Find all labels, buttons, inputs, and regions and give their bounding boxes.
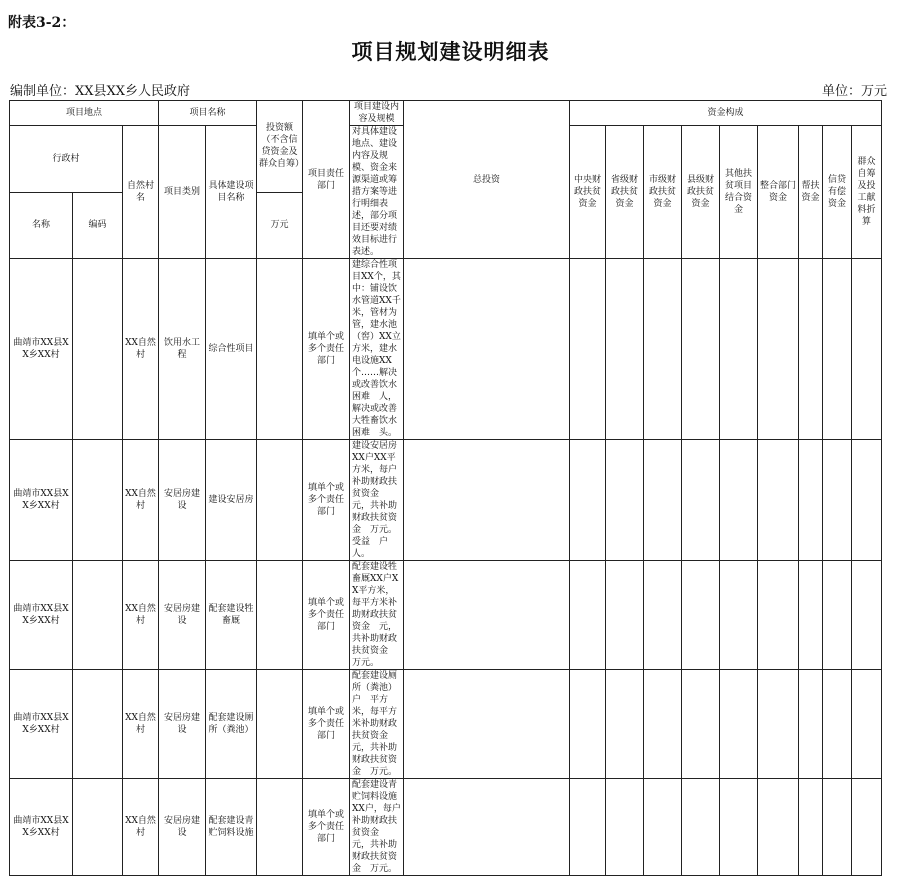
cell-name: 曲靖市XX县XX乡XX村 bbox=[10, 779, 73, 876]
cell-fund bbox=[823, 259, 852, 440]
cell-dept: 填单个或多个责任部门 bbox=[303, 440, 350, 561]
cell-code bbox=[73, 670, 123, 779]
cell-dept: 填单个或多个责任部门 bbox=[303, 670, 350, 779]
cell-fund bbox=[570, 670, 606, 779]
cell-fund bbox=[606, 561, 644, 670]
project-detail-table bbox=[9, 100, 917, 876]
cell-dept: 填单个或多个责任部门 bbox=[303, 561, 350, 670]
compiling-unit: 编制单位：XX县XX乡人民政府 bbox=[10, 84, 191, 99]
cell-fund bbox=[823, 670, 852, 779]
cell-fund bbox=[570, 440, 606, 561]
cell-fund bbox=[852, 670, 882, 779]
cell-content: 配套建设牲畜厩XX户XX平方米，每平方米补助财政扶贫资金 元，共补助财政扶贫资金 万元。 bbox=[350, 561, 404, 670]
header-row-1 bbox=[10, 101, 917, 126]
cell-project-type: 安居房建设 bbox=[159, 779, 206, 876]
cell-code bbox=[73, 440, 123, 561]
cell-natural-village: XX自然村 bbox=[123, 259, 159, 440]
col-specific-name: 具体建设项目名称 bbox=[206, 126, 257, 259]
cell-fund bbox=[852, 779, 882, 876]
cell-fund bbox=[570, 259, 606, 440]
page-title: 项目规划建设明细表 bbox=[351, 39, 550, 64]
cell-fund bbox=[720, 561, 758, 670]
cell-total bbox=[404, 779, 570, 876]
cell-specific-name: 配套建设厕所（粪池） bbox=[206, 670, 257, 779]
col-fund-central: 中央财政扶贫资金 bbox=[570, 126, 606, 259]
cell-fund bbox=[799, 670, 823, 779]
col-fund-integrated: 整合部门资金 bbox=[758, 126, 799, 259]
col-investment-unit: 万元 bbox=[257, 192, 303, 259]
col-fund-other: 其他扶贫项目结合资金 bbox=[720, 126, 758, 259]
col-project-location: 项目地点 bbox=[10, 101, 159, 126]
cell-investment bbox=[257, 259, 303, 440]
cell-fund bbox=[606, 670, 644, 779]
cell-fund bbox=[570, 561, 606, 670]
cell-total bbox=[404, 670, 570, 779]
table-row bbox=[10, 259, 917, 440]
cell-investment bbox=[257, 440, 303, 561]
cell-content: 配套建设厕所（粪池） 户 平方米，每平方米补助财政扶贫资金 元，共补助财政扶贫资金 万元。 bbox=[350, 670, 404, 779]
col-fund-self: 群众自筹及投工献料折算 bbox=[852, 126, 882, 259]
cell-code bbox=[73, 779, 123, 876]
cell-dept: 填单个或多个责任部门 bbox=[303, 259, 350, 440]
cell-fund bbox=[644, 779, 682, 876]
cell-name: 曲靖市XX县XX乡XX村 bbox=[10, 440, 73, 561]
cell-fund bbox=[644, 440, 682, 561]
cell-fund bbox=[682, 259, 720, 440]
cell-fund bbox=[682, 779, 720, 876]
cell-specific-name: 建设安居房 bbox=[206, 440, 257, 561]
col-dept: 项目责任部门 bbox=[303, 101, 350, 259]
table-row bbox=[10, 440, 917, 561]
cell-investment bbox=[257, 779, 303, 876]
cell-natural-village: XX自然村 bbox=[123, 779, 159, 876]
cell-fund bbox=[720, 259, 758, 440]
cell-code bbox=[73, 259, 123, 440]
cell-fund bbox=[852, 440, 882, 561]
cell-fund bbox=[570, 779, 606, 876]
cell-fund bbox=[852, 561, 882, 670]
col-name: 名称 bbox=[10, 192, 73, 259]
cell-specific-name: 配套建设牲畜厩 bbox=[206, 561, 257, 670]
col-code: 编码 bbox=[73, 192, 123, 259]
cell-investment bbox=[257, 561, 303, 670]
cell-fund bbox=[799, 259, 823, 440]
cell-fund bbox=[758, 259, 799, 440]
col-fund-province: 省级财政扶贫资金 bbox=[606, 126, 644, 259]
cell-name: 曲靖市XX县XX乡XX村 bbox=[10, 561, 73, 670]
cell-fund bbox=[682, 670, 720, 779]
cell-total bbox=[404, 561, 570, 670]
cell-fund bbox=[606, 440, 644, 561]
cell-fund bbox=[644, 670, 682, 779]
cell-fund bbox=[852, 259, 882, 440]
cell-fund bbox=[799, 440, 823, 561]
cell-fund bbox=[823, 440, 852, 561]
cell-content: 建设安居房XX户XX平方米，每户补助财政扶贫资金 元，共补助财政扶贫资金 万元。受益 户 人。 bbox=[350, 440, 404, 561]
col-investment: 投资额（不含信贷资金及群众自筹） bbox=[257, 101, 303, 193]
col-fund-county: 县级财政扶贫资金 bbox=[682, 126, 720, 259]
col-fund-credit: 信贷有偿资金 bbox=[823, 126, 852, 259]
cell-fund bbox=[606, 259, 644, 440]
cell-natural-village: XX自然村 bbox=[123, 440, 159, 561]
col-fund-structure: 资金构成 bbox=[570, 101, 882, 126]
cell-fund bbox=[799, 561, 823, 670]
cell-fund bbox=[758, 440, 799, 561]
cell-fund bbox=[720, 670, 758, 779]
cell-fund bbox=[720, 440, 758, 561]
cell-name: 曲靖市XX县XX乡XX村 bbox=[10, 670, 73, 779]
appendix-label: 附表3-2： bbox=[8, 15, 76, 31]
col-project-name: 项目名称 bbox=[159, 101, 257, 126]
cell-dept: 填单个或多个责任部门 bbox=[303, 779, 350, 876]
cell-fund bbox=[823, 561, 852, 670]
cell-name: 曲靖市XX县XX乡XX村 bbox=[10, 259, 73, 440]
col-content-note: 对具体建设地点、建设内容及规模、资金来源渠道或筹措方案等进行明细表述，部分项目还要对绩效目标进行表述。 bbox=[350, 126, 404, 259]
cell-natural-village: XX自然村 bbox=[123, 561, 159, 670]
cell-fund bbox=[758, 561, 799, 670]
cell-fund bbox=[606, 779, 644, 876]
cell-project-type: 安居房建设 bbox=[159, 670, 206, 779]
cell-project-type: 饮用水工程 bbox=[159, 259, 206, 440]
cell-project-type: 安居房建设 bbox=[159, 440, 206, 561]
cell-total bbox=[404, 440, 570, 561]
cell-specific-name: 配套建设青贮饲料设施 bbox=[206, 779, 257, 876]
cell-fund bbox=[682, 440, 720, 561]
col-project-type: 项目类别 bbox=[159, 126, 206, 259]
cell-fund bbox=[799, 779, 823, 876]
col-total: 总投资 bbox=[404, 101, 570, 259]
cell-investment bbox=[257, 670, 303, 779]
table-row bbox=[10, 670, 917, 779]
cell-total bbox=[404, 259, 570, 440]
table-row bbox=[10, 779, 917, 876]
col-content: 项目建设内容及规模 bbox=[350, 101, 404, 126]
cell-content: 建综合性项目XX个，其中：铺设饮水管道XX千米，管材为 管，建水池（窖）XX立方米，建水电设施XX个……解决或改善饮水困难 人，解决或改善大牲畜饮水困难 头。 bbox=[350, 259, 404, 440]
cell-fund bbox=[644, 561, 682, 670]
table-row bbox=[10, 561, 917, 670]
currency-unit: 单位：万元 bbox=[821, 84, 887, 99]
cell-fund bbox=[682, 561, 720, 670]
cell-content: 配套建设青贮饲料设施XX户，每户补助财政扶贫资金 元，共补助财政扶贫资金 万元。 bbox=[350, 779, 404, 876]
cell-fund bbox=[823, 779, 852, 876]
cell-fund bbox=[644, 259, 682, 440]
col-fund-city: 市级财政扶贫资金 bbox=[644, 126, 682, 259]
col-fund-assistance: 帮扶资金 bbox=[799, 126, 823, 259]
cell-code bbox=[73, 561, 123, 670]
cell-specific-name: 综合性项目 bbox=[206, 259, 257, 440]
col-admin-village: 行政村 bbox=[10, 126, 123, 193]
col-natural-village: 自然村名 bbox=[123, 126, 159, 259]
cell-fund bbox=[758, 779, 799, 876]
cell-fund bbox=[758, 670, 799, 779]
cell-project-type: 安居房建设 bbox=[159, 561, 206, 670]
cell-natural-village: XX自然村 bbox=[123, 670, 159, 779]
cell-fund bbox=[720, 779, 758, 876]
